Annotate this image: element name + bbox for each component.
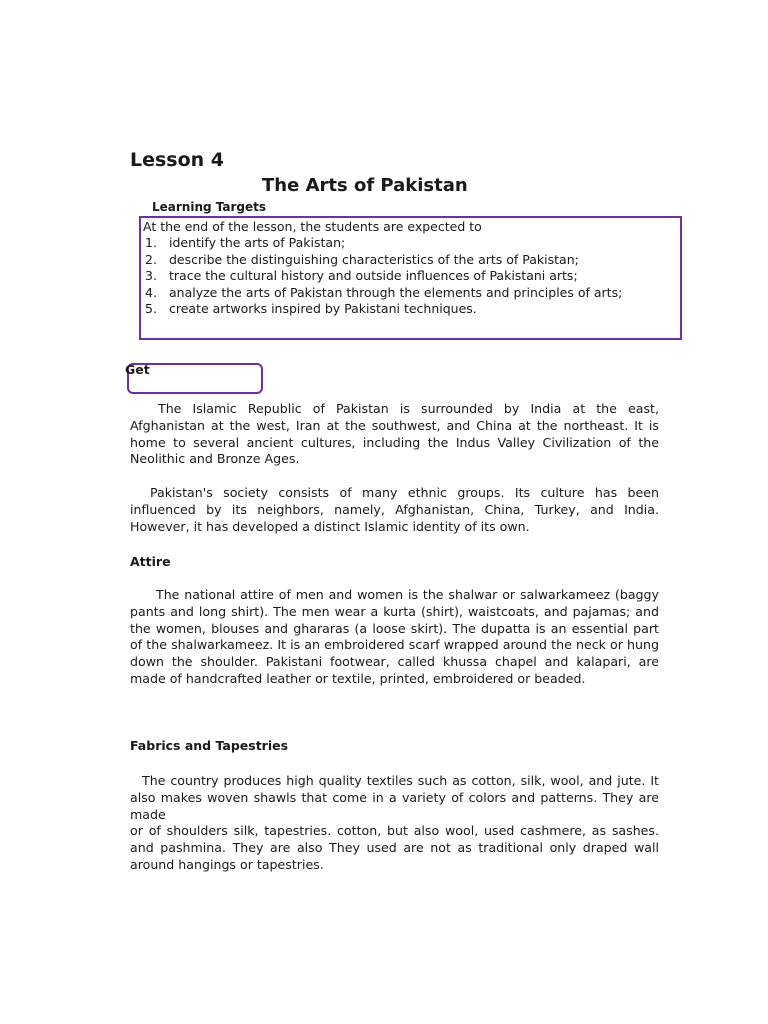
get-label: Get xyxy=(125,362,150,377)
fabrics-paragraph xyxy=(130,773,659,874)
list-item-number: 3. xyxy=(145,268,157,283)
list-item-number: 1. xyxy=(145,235,157,250)
fabrics-heading: Fabrics and Tapestries xyxy=(130,738,289,753)
list-item-text: create artworks inspired by Pakistani techniques. xyxy=(169,301,477,316)
intro-paragraph-1: The Islamic Republic of Pakistan is surrounded by India at the east, Afghanistan at the west, Iran at the southwest, and China at the northeast. It is home to several ancient cultures, including the Indus Valley Civilization of the Neolithic and Bronze Ages. xyxy=(130,401,659,467)
lesson-number: Lesson 4 xyxy=(130,149,225,171)
intro-paragraph-2: Pakistan's society consists of many ethnic groups. Its culture has been influenced by its neighbors, namely, Afghanistan, China, Turkey, and India. However, it has developed a distinct Islamic identity of its own. xyxy=(130,485,659,534)
list-item-number: 5. xyxy=(145,301,157,316)
fabrics-paragraph-line-2: or of shoulders silk, tapestries. cotton, but also wool, used cashmere, as sashes. and pashmina. They are also They used are not as traditional only draped wall around hangings or tapestries. xyxy=(130,823,659,872)
list-item-text: identify the arts of Pakistan; xyxy=(169,235,346,250)
list-item-number: 2. xyxy=(145,251,157,267)
attire-paragraph: The national attire of men and women is the shalwar or salwarkameez (baggy pants and long shirt). The men wear a kurta (shirt), waistcoats, and pajamas; and the women, blouses and ghararas (a loose skirt). The dupatta is an essential part of the shalwarkameez. It is an embroidered scarf wrapped around the neck or hung down the shoulder. Pakistani footwear, called khussa chapel and kalapari, are made of handcrafted leather or textile, printed, embroidered or beaded. xyxy=(130,587,659,686)
list-item-number: 4. xyxy=(145,284,157,300)
list-item xyxy=(145,235,670,252)
list-item xyxy=(145,252,670,269)
list-item xyxy=(145,268,670,285)
learning-targets-intro: At the end of the lesson, the students are expected to xyxy=(143,219,482,234)
list-item-text: analyze the arts of Pakistan through the elements and principles of arts; xyxy=(169,284,623,300)
list-item-text: describe the distinguishing characteristics of the arts of Pakistan; xyxy=(169,251,579,267)
list-item xyxy=(145,301,670,318)
learning-targets-heading: Learning Targets xyxy=(152,200,267,214)
attire-heading: Attire xyxy=(130,554,171,569)
list-item-text: trace the cultural history and outside influences of Pakistani arts; xyxy=(169,268,578,283)
learning-targets-list xyxy=(145,235,670,318)
lesson-title: The Arts of Pakistan xyxy=(262,175,468,196)
list-item xyxy=(145,285,670,302)
fabrics-paragraph-line-1: The country produces high quality textiles such as cotton, silk, wool, and jute. It also makes woven shawls that come in a variety of colors and patterns. They are made xyxy=(130,773,659,822)
